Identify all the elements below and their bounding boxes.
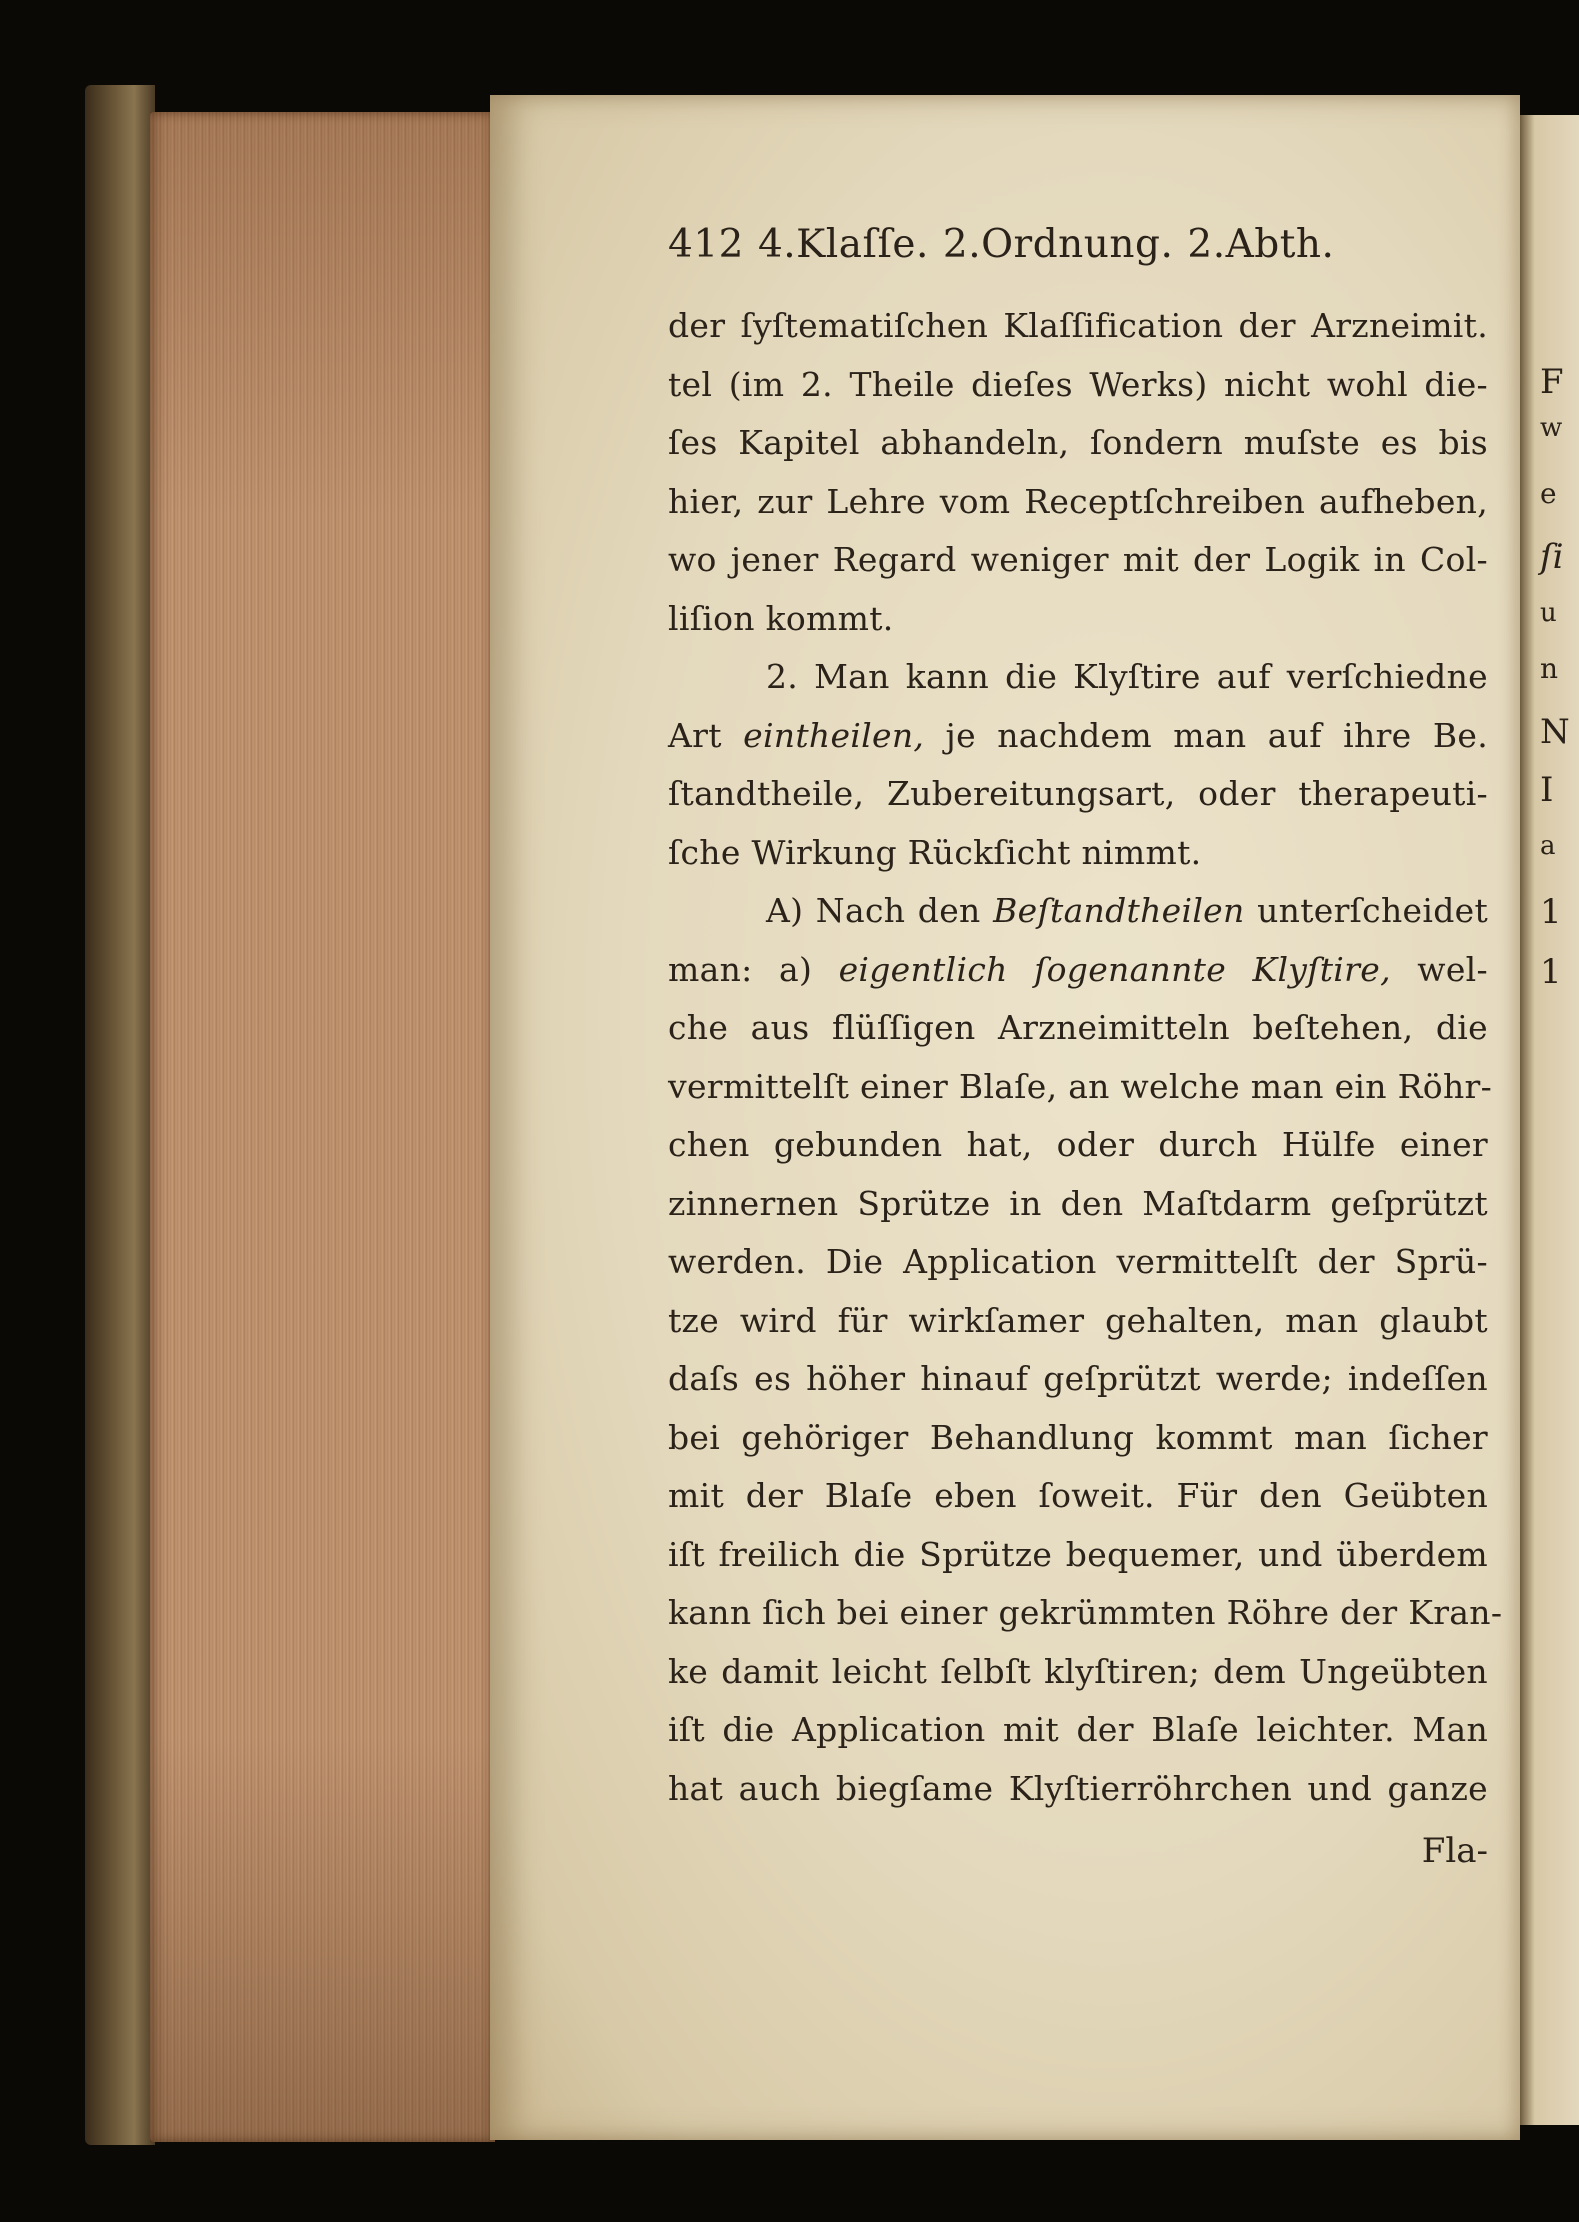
facing-page-fragment: w: [1540, 413, 1563, 443]
catchword: Fla-: [1421, 1831, 1488, 1871]
page-text-column: [668, 222, 1503, 1880]
text-line: 2. Man kann die Klyſtire auf verſchiedne: [766, 657, 1488, 696]
page-number: 412: [668, 222, 744, 267]
italic-phrase: eigentlich ſogenannte Klyſtire,: [838, 949, 1391, 989]
running-head-class: 4.Klaſſe.: [757, 222, 929, 267]
text-line: ſtandtheile, Zubereitungsart, oder therapeuti-: [668, 774, 1488, 813]
facing-page-fragment: ſi: [1540, 537, 1564, 577]
text-line: ſche Wirkung Rückſicht nimmt.: [668, 832, 1202, 872]
text-line-with-italic: A) Nach den Beſtandtheilen unterſcheidet: [766, 891, 1489, 930]
facing-page-fragment: I: [1540, 770, 1554, 810]
facing-page-fragment: N: [1540, 712, 1570, 752]
text-line: bei gehöriger Behandlung kommt man ſicher: [668, 1417, 1488, 1457]
text-line: chen gebunden hat, oder durch Hülfe einer: [668, 1125, 1488, 1164]
facing-page-fragment: 1: [1540, 892, 1562, 932]
italic-phrase: eintheilen,: [743, 715, 925, 755]
running-head-section: 2.Abth.: [1187, 222, 1335, 267]
facing-page-fragment: 1: [1540, 952, 1562, 992]
text-line: daſs es höher hinauf geſprützt werde; indeſſen: [668, 1359, 1488, 1398]
text-line: vermittelſt einer Blaſe, an welche man ein Röhr-: [668, 1066, 1493, 1106]
text-line: hat auch biegſame Klyſtierröhrchen und ganze: [668, 1768, 1488, 1808]
text-line: hier, zur Lehre vom Receptſchreiben aufheben,: [668, 481, 1488, 521]
text-line: zinnernen Sprütze in den Maſtdarm geſprützt: [668, 1183, 1488, 1223]
book-cover-edge: [85, 85, 155, 2145]
text-line: wo jener Regard weniger mit der Logik in Col-: [668, 540, 1488, 579]
facing-page-fragment: n: [1540, 652, 1559, 685]
text-line: ke damit leicht ſelbſt klyſtiren; dem Ungeübten: [668, 1651, 1488, 1691]
text-line: werden. Die Application vermittelſt der Sprü-: [668, 1242, 1488, 1281]
text-line-with-italic: man: a) eigentlich ſogenannte Klyſtire, wel-: [668, 949, 1488, 989]
text-line: kann ſich bei einer gekrümmten Röhre der Kran-: [668, 1593, 1503, 1632]
text-line: tel (im 2. Theile dieſes Werks) nicht wohl die-: [668, 364, 1488, 404]
facing-page-fragment: a: [1540, 831, 1556, 861]
running-head-order: 2.Ordnung.: [942, 222, 1174, 267]
running-head: [668, 222, 1488, 267]
facing-page-fragment: F: [1540, 362, 1564, 402]
text-line: mit der Blaſe eben ſoweit. Für den Geübten: [668, 1476, 1488, 1515]
text-line: ſes Kapitel abhandeln, ſondern muſste es bis: [668, 423, 1488, 462]
text-line: der ſyſtematiſchen Klaſſification der Arzneimit.: [668, 306, 1488, 345]
page-block-shade: [150, 112, 495, 2142]
facing-page-fragment: e: [1540, 477, 1557, 510]
facing-page-fragment: u: [1540, 598, 1557, 628]
text-line: iſt die Application mit der Blaſe leichter. Man: [668, 1710, 1488, 1749]
text-line: iſt freilich die Sprütze bequemer, und überdem: [668, 1534, 1488, 1574]
italic-phrase: Beſtandtheilen: [993, 891, 1245, 930]
text-line: liſion kommt.: [668, 598, 894, 638]
text-line: che aus flüſſigen Arzneimitteln beſtehen, die: [668, 1008, 1488, 1047]
text-line-with-italic: Art eintheilen, je nachdem man auf ihre Be.: [668, 715, 1489, 755]
text-line: tze wird für wirkſamer gehalten, man glaubt: [668, 1300, 1488, 1340]
facing-page-edge: [1520, 115, 1579, 2125]
